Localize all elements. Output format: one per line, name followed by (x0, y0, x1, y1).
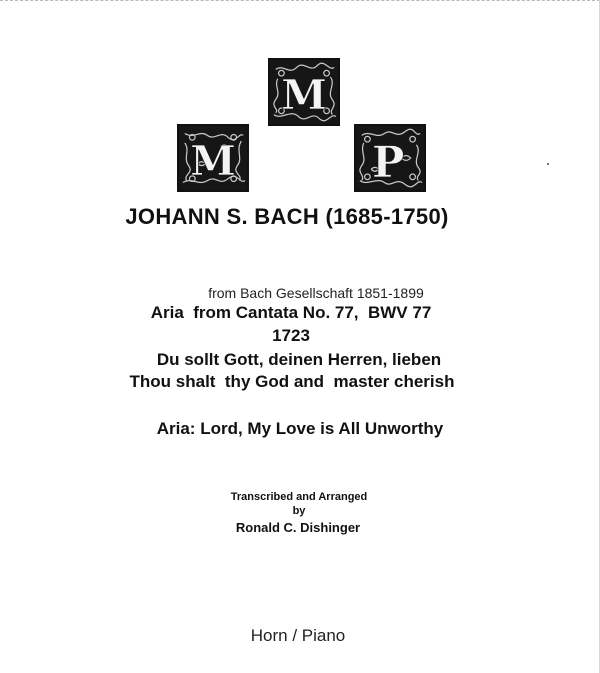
credit-line1-text: Transcribed and Arranged (230, 491, 368, 503)
logo-tile-m-top (268, 58, 340, 126)
logo-letter-m: M (190, 135, 236, 185)
logo-tile-m-left (177, 124, 249, 192)
english-title-text: Thou shalt thy God and master cherish (129, 372, 455, 391)
arranger-text: Ronald C. Dishinger (235, 520, 361, 535)
source-text: from Bach Gesellschaft 1851-1899 (208, 285, 424, 301)
english-title (0, 372, 600, 392)
year-text: 1723 (272, 326, 310, 345)
logo-letter-m: M (281, 69, 327, 119)
instrumentation (0, 626, 600, 646)
source-edition (0, 285, 600, 301)
german-title (0, 350, 600, 370)
logo-letter-p: P (371, 136, 405, 188)
logo-tile-p-right (354, 124, 426, 192)
composer-text: JOHANN S. BACH (1685-1750) (125, 204, 449, 229)
german-title-text: Du sollt Gott, deinen Herren, lieben (156, 350, 442, 369)
page-top-edge (0, 0, 600, 1)
credit-line2-text: by (292, 505, 306, 517)
year-line (0, 326, 600, 346)
work-line-text: Aria from Cantata No. 77, BWV 77 (150, 303, 432, 322)
composer-heading (0, 204, 600, 230)
scan-speck (547, 163, 549, 165)
arranger-name (0, 520, 600, 535)
credit-by (0, 505, 600, 517)
instrumentation-text: Horn / Piano (250, 626, 346, 645)
aria-title (0, 419, 600, 439)
work-line (0, 303, 600, 323)
credit-line (0, 491, 600, 503)
aria-title-text: Aria: Lord, My Love is All Unworthy (156, 419, 444, 438)
